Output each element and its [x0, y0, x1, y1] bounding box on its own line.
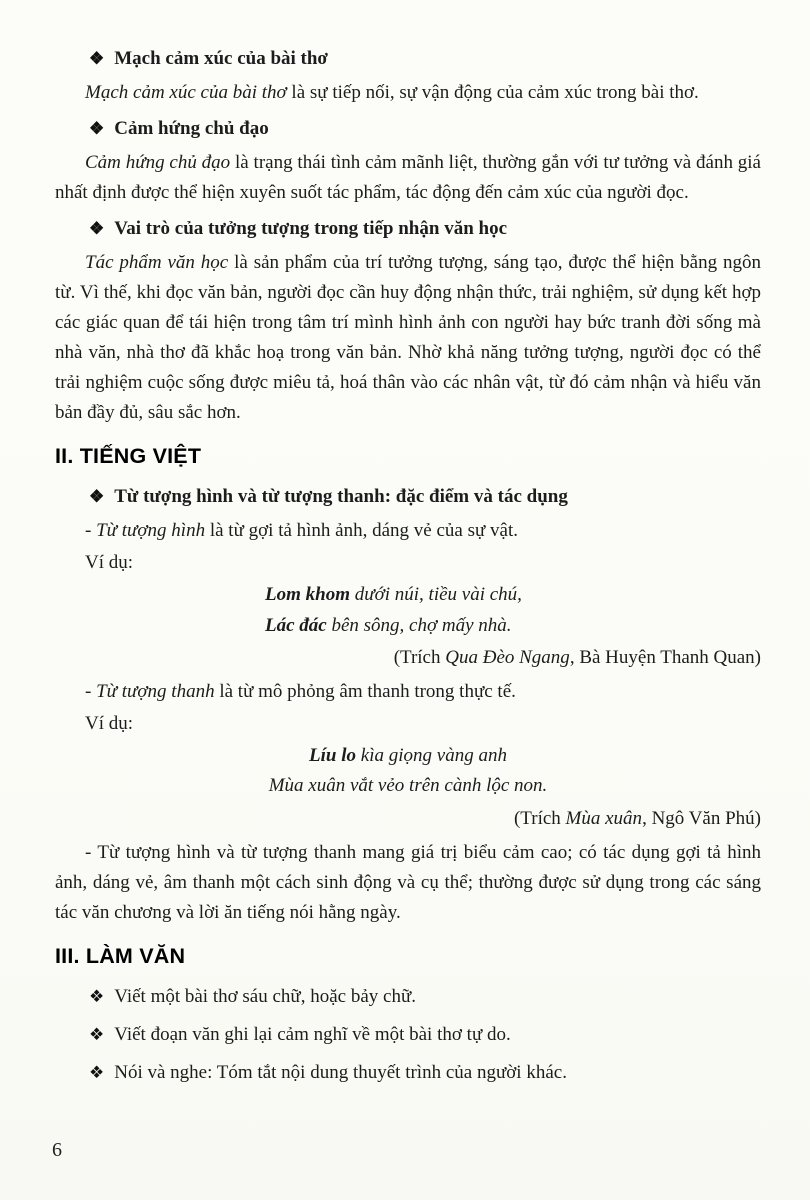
text-segment: Qua Đèo Ngang: [445, 646, 570, 668]
paragraph: [55, 78, 761, 108]
diamond-heading: [89, 482, 761, 512]
text-segment: Nói và nghe: Tóm tắt nội dung thuyết trình của người khác.: [114, 1061, 567, 1083]
text-segment: Mạch cảm xúc của bài thơ: [85, 82, 287, 104]
heading-text: Mạch cảm xúc của bài thơ: [114, 48, 328, 69]
verse-line: [55, 580, 761, 610]
paragraph: [55, 248, 761, 428]
paragraph: [55, 548, 761, 578]
verse-line: [55, 771, 761, 801]
diamond-heading: [89, 214, 761, 244]
heading-text: Từ tượng hình và từ tượng thanh: đặc điểm và tác dụng: [114, 486, 568, 508]
text-segment: Từ tượng hình: [96, 520, 206, 542]
text-segment: -: [85, 681, 97, 702]
diamond-bullet-icon: ❖: [89, 487, 105, 507]
list-item-text: [114, 1062, 567, 1083]
text-segment: -: [85, 520, 97, 542]
verse-line: [55, 741, 761, 771]
text-segment: là sản phẩm của trí tưởng tượng, sáng tạo, được thể hiện bằng ngôn từ. Vì thế, khi đọc văn bản, người đọc cần huy động nhận thức, trải nghiệm, sử dụng kết hợp các giác quan để tái hiện trong tâm trí mình hình ảnh con người hay bức tranh đời sống mà nhà văn, nhà thơ đã khắc hoạ trong văn bản. Nhờ khả năng tưởng tượng, người đọc có thể trải nghiệm cuộc sống được miêu tả, hoá thân vào các nhân vật, từ đó cảm nhận và hiểu văn bản đầy đủ, sâu sắc hơn.: [55, 252, 761, 424]
text-segment: là trạng thái tình cảm mãnh liệt, thường gắn với tư tưởng và đánh giá nhất định được thể hiện xuyên suốt tác phẩm, tác động đến cảm xúc của người đọc.: [55, 152, 761, 204]
diamond-bullet-icon: ❖: [89, 119, 105, 139]
paragraph: [55, 838, 761, 928]
verse-block: [55, 741, 761, 802]
diamond-bullet-icon: ❖: [89, 49, 105, 68]
list-item-text: [114, 986, 416, 1007]
text-segment: Viết đoạn văn ghi lại cảm nghĩ về một bài thơ tự do.: [114, 1023, 511, 1045]
paragraph: [55, 709, 761, 739]
text-segment: Ví dụ:: [85, 713, 134, 735]
text-segment: Cảm hứng chủ đạo: [85, 152, 231, 174]
heading-text: Cảm hứng chủ đạo: [114, 118, 269, 140]
text-segment: (Trích: [513, 807, 566, 829]
section-heading: III. LÀM VĂN: [55, 943, 186, 968]
diamond-item: [89, 1058, 761, 1088]
text-segment: Lom khom: [265, 584, 350, 606]
text-segment: , Ngô Văn Phú): [642, 807, 761, 829]
text-segment: Mùa xuân: [565, 807, 643, 829]
text-segment: là từ gợi tả hình ảnh, dáng vẻ của sự vật.: [205, 520, 519, 542]
verse-block: [55, 580, 761, 641]
text-segment: Tác phẩm văn học: [85, 252, 229, 274]
list-item-text: [114, 1024, 511, 1045]
page-number: 6: [52, 1139, 62, 1161]
text-segment: Mùa xuân vắt vẻo trên cành lộc non.: [268, 775, 548, 797]
verse-attribution: [55, 804, 761, 834]
text-segment: Ví dụ:: [85, 552, 134, 574]
diamond-heading: [89, 114, 761, 144]
verse-line: [55, 611, 761, 641]
text-segment: Từ tượng thanh: [96, 681, 215, 702]
text-segment: là từ mô phỏng âm thanh trong thực tế.: [214, 681, 516, 702]
page-content: [55, 38, 761, 1096]
text-segment: là sự tiếp nối, sự vận động của cảm xúc trong bài thơ.: [286, 82, 699, 104]
verse-attribution: [55, 643, 761, 673]
paragraph: [55, 148, 761, 208]
section-heading: II. TIẾNG VIỆT: [55, 444, 202, 469]
diamond-bullet-icon: ❖: [89, 219, 105, 239]
diamond-item: [89, 1020, 761, 1050]
diamond-heading: [89, 44, 761, 74]
text-segment: - Từ tượng hình và từ tượng thanh mang giá trị biểu cảm cao; có tác dụng gợi tả hình ảnh, dáng vẻ, âm thanh một cách sinh động và cụ thể; thường được sử dụng trong các sáng tác văn chương và lời ăn tiếng nói hằng ngày.: [55, 841, 761, 923]
text-segment: Líu lo: [309, 745, 357, 767]
text-segment: dưới núi, tiều vài chú,: [349, 584, 522, 606]
text-segment: , Bà Huyện Thanh Quan): [569, 646, 761, 668]
diamond-bullet-icon: ❖: [89, 1024, 105, 1044]
diamond-bullet-icon: ❖: [89, 1062, 105, 1082]
text-segment: Lác đác: [265, 614, 327, 636]
text-segment: kìa giọng vàng anh: [356, 745, 507, 767]
text-segment: bên sông, chợ mấy nhà.: [326, 614, 512, 636]
text-segment: (Trích: [393, 646, 446, 668]
paragraph: [55, 677, 761, 707]
paragraph: [55, 516, 761, 546]
diamond-bullet-icon: ❖: [89, 986, 105, 1006]
heading-text: Vai trò của tưởng tượng trong tiếp nhận văn học: [114, 218, 508, 240]
text-segment: Viết một bài thơ sáu chữ, hoặc bảy chữ.: [114, 985, 417, 1007]
diamond-item: [89, 982, 761, 1012]
